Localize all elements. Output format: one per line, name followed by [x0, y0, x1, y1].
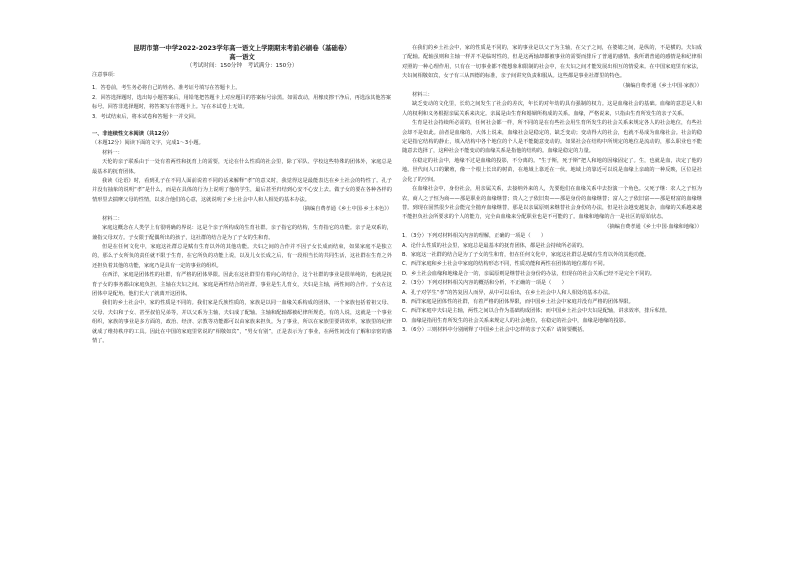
question-option: A．孔子对学生“孝”的答复因人而异，从中可以看出，在乡土社会中人和人相处的基本办法。: [402, 289, 614, 296]
question-stem: 3．（6分）三则材料中分别阐释了中国乡土社会中怎样的亲子关系？请简要概括。: [402, 327, 588, 334]
notice-heading: 注意事项：: [92, 72, 118, 78]
material-paragraph: 我读《论语》时，看到孔子在不同人面前说着不同的话来解释“孝”的意义时，我觉得这是最能表达在乡土社会的特性了。孔子并没有抽象的说明“孝”是什么，而是在具体的行为上说明了他的学生，最后甚至归结到心安不心安上去。做子女的要在各种各样的情形里去揣摩父母的性情，以求合他们的心意，这就说明了乡土社会中人和人相处的基本办法。: [92, 178, 392, 203]
question-option: C．西洋家庭和乡土社会中家庭的结构形态不同，性质功能和两性在团体的地位都有不同。: [402, 261, 608, 268]
right-column: [402, 44, 702, 336]
exam-title: 昆明市第一中学2022-2023学年高一语文上学期期末考前必刷卷（基础卷）: [133, 44, 351, 52]
material-label: 材料三：: [412, 92, 433, 99]
exam-meta: （考试时间：150分钟 考试满分：150分）: [186, 63, 298, 69]
material-paragraph: 在我们的乡土社会中，家的性质是不同的，家的事业是以父子为主轴，在父子之间，在婆媳之间，是纵的，不是横的。夫妇成了配轴。配轴虽则和主轴一样并不是临时性的，但是这两轴却都被事业的需要而排斥了普通的感情。我所谓普通的感情是和纪律相对照的一种心理作用，只有在一切事业都不能想象和限制的社会中，在夫妇之间才能发展出相互的情爱来。在中国家庭里有家法，夫妇间相敬如宾，女子有三从四德的标准，亲子间讲究负责和服从。这些都是事业社群里的特色。: [402, 45, 702, 80]
question-option: B．家庭这一社群的结合是为了子女的生和育，但在任何文化中，家庭这社群总是赋有生育以外的其他功能。: [402, 251, 650, 258]
notice-item: 2．回答选择题时，选出每小题答案后，用铅笔把答题卡上对应题目的答案标号涂黑。如需改动，用橡皮擦干净后，再选涂其他答案标号。回答非选择题时，将答案写在答题卡上。写在本试卷上无效。: [92, 94, 391, 111]
material-label: 材料一：: [102, 149, 123, 156]
notice-item: 3．考试结束后，将本试卷和答题卡一并交回。: [92, 113, 200, 120]
section-heading: 一、非连续性文本阅读（共12分）: [92, 131, 172, 138]
question-option: D．乡土社会血缘和地缘是合一的，亲属原则是继替社会身份的办法，但现在的社会关系已经不是完全不同的。: [402, 270, 655, 277]
question-option: D．血缘是指用生育所发生的社会关系来规定人的社会地位，在稳定的社会中，血缘是地缘的投影。: [402, 317, 630, 324]
material-source: （摘编自费孝通《乡土中国·家族》）: [619, 82, 702, 89]
question-stem: 1．（3分）下列对材料相关内容的理解，正确的一项是（ ）: [402, 233, 547, 240]
material-paragraph: 家庭这概念在人类学上有很明确的界说：这是个亲子所构成的生育社群。亲子指它的结构，生育指它的功能。亲子是双系的，兼指父母双方。子女限于配偶所出的孩子，这社群的结合是为了子女的生和育。: [92, 225, 392, 241]
exam-subtitle: 高一语文: [229, 53, 255, 61]
material-paragraph: 但是在任何文化中，家庭这社群总是赋有生育以外的其他功能。夫妇之间的合作并不因子女长成而结束，如果家庭不是独立的，那么子女所负的责任就不限于生育，在它所负的功能上说，以及儿女长成之后，有一段相当长的共同生活，这社群在生育之外还担负着其他的功能，家庭乃是具有一定的事业的组织。: [92, 243, 392, 269]
question-option: C．西洋家庭中夫妇是主轴，两性之间以合作为基础构成团体；而中国乡土社会中夫妇是配轴，讲求效率，排斥私情。: [402, 308, 671, 315]
material-paragraph: 我们的乡土社会中，家的性质是不同的。我们家是氏族性质的，家族是以同一血缘关系构成的团体，一个家族包括着祖父母、父母、夫妇和子女、甚至叔伯兄弟等，并以父系为主轴，夫妇成了配轴。主轴和配轴都被纪律所规范。有的人说，这就是一个事业组织，家族的事业是多方面的，政治、经济、宗教等功能都可以由家族来担负。为了事业，所以在家族里要讲效率，家族里的纪律就成了维持秩序的工具。因此在中国的家庭里常说的“相敬如宾”，“男女有别”，正是表示为了事业，在两性间没有了解和亲密的感情了。: [92, 300, 392, 344]
material-paragraph: 天伦的亲子联系由于一处有着两性和抚育上的需要，无论在什么性质的社会里，除了军队、学校这些特殊的团体外，家庭总是最基本的抚育团体。: [92, 159, 392, 175]
material-paragraph: 在血缘社会中，身份社会，用亲属关系，去接纳外来的人，先要他们在血缘关系中去扮演一个角色。父死子继：农人之子恒为农，商人之子恒为商——那是职业的血缘继替；贵人之子依旧贵——那是身份的血缘继替；富人之子依旧富——那是财富的血缘继替。到现在固然很少社会能完全抛弃血缘继替，那是以亲属原则来继替社会身份的办法，但是社会越变越复杂，血缘的关系越来越不能担负社会所要求的个人的能力，完全由血缘来分配职业也是不可能的了。血缘和地缘的合一是社区的原始状态。: [402, 186, 702, 221]
question-option: B．西洋家庭是团体性的社群，有着严格的团体界限，而中国乡土社会中家庭并没有严格的团体界限。: [402, 298, 634, 305]
material-paragraph: 在西洋，家庭是团体性的社群，有严格的团体界限。因此在这社群里有着向心的结合，这个社群的事业是很单纯的，也就是抚育子女的事务都由家庭负担，主轴在夫妇之间。家庭是两性结合的社群，事业是生儿育女，夫妇是主轴，两性间的合作。子女在这团体中是配角，他们长大了就离开这团体。: [92, 272, 392, 297]
question-stem: 2．（3分）下列对材料相关内容的概括和分析，不正确的一项是（ ）: [402, 280, 567, 287]
question-option: A．论什么性质的社会里，家庭总是最基本的抚育团体，都是社会持续所必需的。: [402, 242, 588, 249]
material-paragraph: 生育是社会持续所必需的，任何社会都一样，所不同的是在有些社会用生育所发生的社会关系来规定各人的社会地位，有些社会却不是如此。前者是血缘的，大体上说来，血缘社会是稳定的，缺乏变动；变动得大的社会，也就不易成为血缘社会。社会的稳定是指它结构的静止，填入结构中各个地位的个人是不能随意变动的。如果社会在结构中所规定的地位是流动的，那么职业也不能随意去选择了，这种社会不能变动的血缘关系是指他的结构的。血缘是稳定的力量。: [402, 120, 702, 155]
material-label: 材料二：: [102, 215, 123, 222]
material-paragraph: 缺乏变动的文化里，长幼之间发生了社会的差次，年长的对年幼的具有强制的权力。这是血缘社会的基础。血缘的意思是人和人的权利和义务根据亲属关系来决定。亲属是由生育和婚姻所构成的关系。血缘，严格说来，只指由生育所发生的亲子关系。: [402, 101, 702, 117]
notice-item: 1．答卷前，考生务必将自己的姓名、准考证号填写在答题卡上。: [92, 85, 241, 92]
left-column: [92, 44, 392, 346]
material-source: （摘编自费孝通《乡土中国·乡土本色》）: [299, 206, 392, 213]
material-source: （摘编自费孝通《乡土中国·血缘和地缘》）: [604, 223, 702, 230]
material-paragraph: 在稳定的社会中，地缘不过是血缘的投影，不分离的。“生于斯，死于斯”把人和地的因缘固定了。生，也就是血，决定了他的地。世代间人口的繁殖，像一个根上长出的树苗，在地域上靠近在一伙。地域上的靠近可以说是血缘上亲疏的一种反映，区位是社会化了的空间。: [402, 157, 702, 183]
section-intro: （本题12分）阅读下面的文字，完成1～3小题。: [92, 140, 204, 147]
